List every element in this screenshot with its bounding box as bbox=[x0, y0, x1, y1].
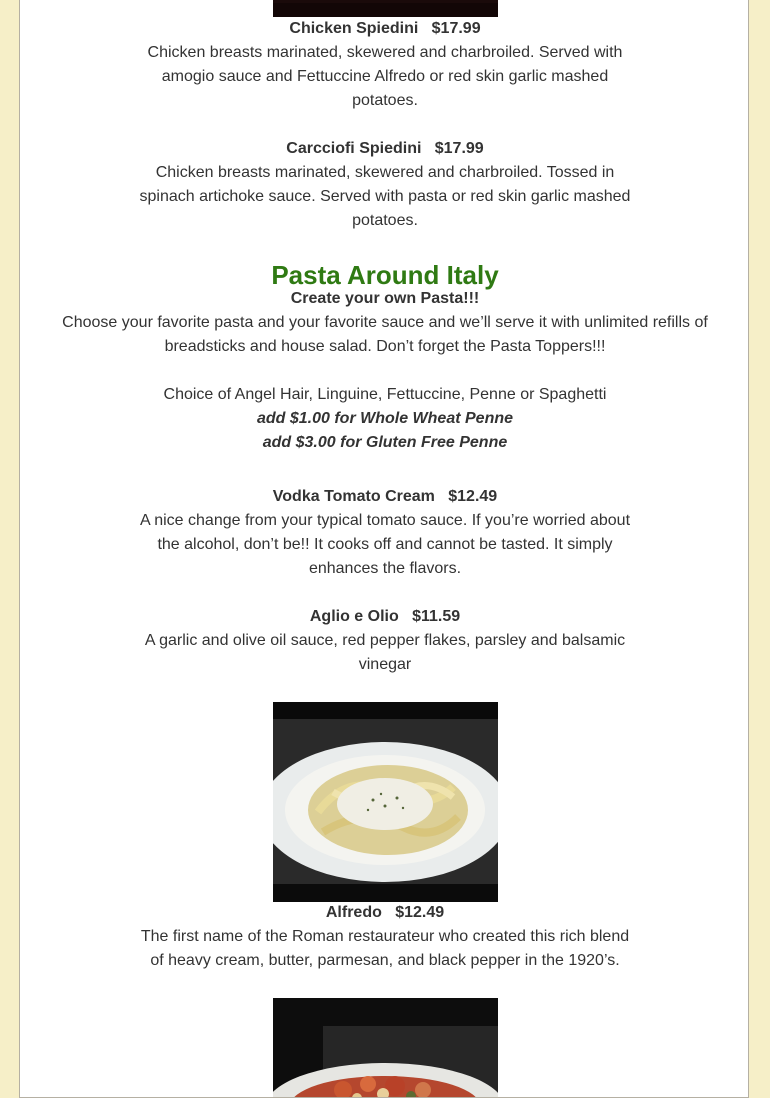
addon-whole-wheat: add $1.00 for Whole Wheat Penne bbox=[256, 410, 514, 427]
dish-description-carcciofi-spiedini: Chicken breasts marinated, skewered and charbroiled. Tossed in spinach artichoke sauce. Served with pasta or red skin garlic mashed potatoes. bbox=[139, 164, 631, 229]
sauce-description-aglio-e-olio: A garlic and olive oil sauce, red pepper flakes, parsley and balsamic vinegar bbox=[144, 632, 626, 673]
dish-title-carcciofi-spiedini: Carcciofi Spiedini $17.99 bbox=[286, 140, 484, 157]
section-subheading: Create your own Pasta!!! bbox=[290, 290, 480, 307]
sauce-description-alfredo: The first name of the Roman restaurateur who created this rich blend of heavy cream, butter, parmesan, and black pepper in the 1920’s. bbox=[140, 928, 630, 969]
tomato-pasta-photo bbox=[273, 998, 498, 1098]
sauce-description-vodka-tomato-cream: A nice change from your typical tomato sauce. If you’re worried about the alcohol, don’t be!! It cooks off and cannot be tasted. It simply enhances the flavors. bbox=[139, 512, 631, 577]
sauce-title-vodka-tomato-cream: Vodka Tomato Cream $12.49 bbox=[272, 488, 498, 505]
fettuccine-alfredo-photo bbox=[273, 702, 498, 902]
chicken-spiedini-photo bbox=[273, 0, 498, 17]
sauce-title-alfredo: Alfredo $12.49 bbox=[325, 904, 445, 921]
section-intro: Choose your favorite pasta and your favorite sauce and we’ll serve it with unlimited refills of breadsticks and house salad. Don’t forget the Pasta Toppers!!! bbox=[62, 314, 708, 355]
sauce-title-aglio-e-olio: Aglio e Olio $11.59 bbox=[309, 608, 461, 625]
menu-content-panel bbox=[19, 0, 749, 1098]
dish-title-chicken-spiedini: Chicken Spiedini $17.99 bbox=[289, 20, 481, 37]
pasta-choices: Choice of Angel Hair, Linguine, Fettuccine, Penne or Spaghetti bbox=[163, 386, 607, 403]
section-heading-pasta-around-italy: Pasta Around Italy bbox=[271, 260, 499, 290]
addon-gluten-free: add $3.00 for Gluten Free Penne bbox=[262, 434, 508, 451]
dish-description-chicken-spiedini: Chicken breasts marinated, skewered and charbroiled. Served with amogio sauce and Fettuccine Alfredo or red skin garlic mashed potatoes. bbox=[147, 44, 623, 109]
